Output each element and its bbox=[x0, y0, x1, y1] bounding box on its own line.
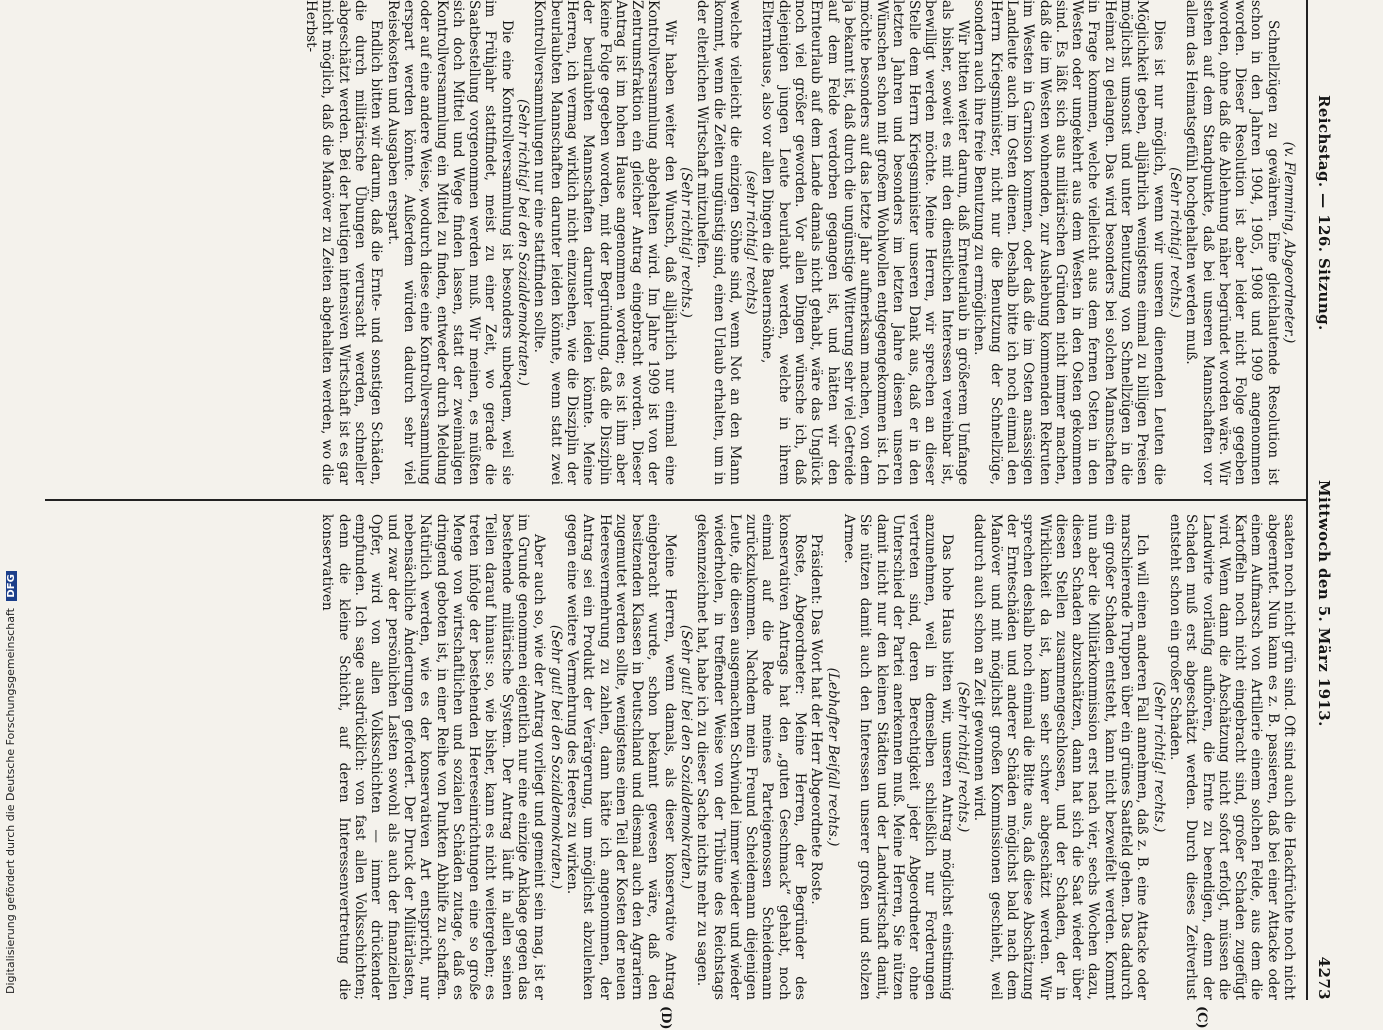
paragraph: Roste, Abgeordneter: Meine Herren, der Begründer des konservativen Antrags hat den „guten Geschmack“ gehabt, noch einmal auf die Rede meines Parteigenossen Scheidemann zurückzukommen. Nachdem mein Freund Scheidemann diejenigen Leute, die diesen ausgemachten Schwindel immer wieder und wieder wiederholen, in treffender Weise von der Tribüne des Reichstags gekennzeichnet hat, habe ich zu dieser Sache nichts mehr zu sagen. bbox=[694, 514, 809, 1000]
paragraph: Dies ist nur möglich, wenn wir unseren dienenden Leuten die Möglichkeit geben, alljährlich wenigstens einmal zu billigen Preisen möglichst umsonst und unter Benutzung von Schnellzügen in die Heimat zu gelangen. Das wird besonders bei solchen Mannschaften in Frage kommen, welche vielleicht aus dem fernen Osten in den Westen oder umgekehrt aus dem Westen in den Osten gekommen sind. Es läßt sich aus militärischen Gründen nicht immer machen, daß die im Westen wohnenden, zur Aushebung kommenden Rekruten im Westen in Garnison kommen, oder daß die im Osten ansässigen Landleute auch im Osten dienen. Deshalb bitte ich noch einmal den Herrn Kriegsminister, nicht nur die Benutzung der Schnellzüge, sondern auch ihre freie Benutzung zu ermöglichen. bbox=[971, 0, 1167, 485]
paragraph: Meine Herren, wenn damals, als dieser konservative Antrag eingebracht wurde, schon bekannt gewesen wäre, daß den besitzenden Klassen in Deutschland und diesmal auch den Agrariern zugemutet werden sollte, wenigstens einen Teil der Kosten der neuen Heeresvermehrung zu zahlen, dann hätte ich angenommen, der Antrag sei ein Produkt der Verärgerung, um möglichst abzulenken gegen eine weitere Vermehrung des Heeres zu wirken. bbox=[563, 514, 678, 1000]
left-column bbox=[303, 0, 1297, 485]
interjection: (Sehr richtig! bei den Sozialdemokraten.) bbox=[515, 99, 532, 386]
session-title: Reichstag. — 126. Sitzung. bbox=[1315, 95, 1333, 331]
interjection: (Sehr gut! bei den Sozialdemokraten.) bbox=[678, 624, 695, 890]
paragraph: welche vielleicht die einzigen Söhne sind, wenn Not an den Mann kommt, wenn die Zeiten ungünstig sind, einen Urlaub erhalten, um in der elterlichen Wirtschaft mitzuhelfen. bbox=[694, 0, 743, 485]
margin-marker-c: (C) bbox=[1194, 1006, 1209, 1029]
margin-marker-d: (D) bbox=[658, 1006, 673, 1030]
session-date: Mittwoch den 5. März 1913. bbox=[1315, 480, 1333, 727]
paragraph: Ich will einen anderen Fall annehmen, daß z. B. eine Attacke oder marschierende Truppen über ein grünes Saatfeld gehen. Das dadurch ein großer Schaden entsteht, kann nicht bezweifelt werden. Kommt nun aber die Militärkommission erst nach vier, sechs Wochen dazu, diesen Schaden abzuschätzen, dann hat sich die Saat wieder über diesen Stellen zusammengeschlossen, und der Schaden, der in Wirklichkeit da ist, kann sehr schwer abgeschätzt werden. Wir sprechen deshalb noch einmal die Bitte aus, daß diese Abschätzung der Ernteschäden und anderer Schäden möglichst bald nach dem Manöver und mit möglichst großen Kommissionen geschieht, weil dadurch auch schon an Zeit gewonnen wird. bbox=[971, 514, 1151, 1000]
interjection: (sehr richtig! rechts) bbox=[743, 170, 760, 315]
column-divider bbox=[45, 499, 1308, 501]
interjection: (Sehr richtig! rechts.) bbox=[1150, 681, 1167, 833]
paragraph: Aber auch so, wie der Antrag vorliegt und gemeint sein mag, ist er im Grunde genommen eigentlich nur eine einzige Anklage gegen das bestehende militärische System. Der Antrag läuft in allen seinen Teilen darauf hinaus: so, wie bisher, kann es nicht weitergehen; es treten infolge der bestehenden Heereseinrichtungen eine so große Menge von wirtschaftlichen und sozialen Schäden zutage, daß es dringend geboten ist, in einer Reihe von Punkten Abhilfe zu schaffen. Natürlich werden, wie es der konservativen Art entspricht, nur nebensächliche Änderungen gefordert. Der Druck der Militärlasten, und zwar der persönlichen Lasten sowohl als auch der finanziellen Opfer, wird von allen Volksschichten — immer drückender empfunden. Ich sage ausdrücklich: von fast allen Volksschichten; denn die kleine Schicht, auf deren Interessenvertretung die konservativen bbox=[319, 514, 548, 1000]
paragraph: Wir bitten weiter darum, daß Ernteurlaub in größerem Umfange als bisher, soweit es mit den dienstlichen Interessen vereinbar ist, bewilligt werden möchte. Meine Herren, wir sprechen an dieser Stelle dem Herrn Kriegsminister unseren Dank aus, daß er in den letzten Jahren und besonders im letzten Jahre diesen unseren Wünschen schon mit großem Wohlwollen entgegengekommen ist. Ich möchte besonders auf das letzte Jahr aufmerksam machen, von dem ja bekannt ist, daß durch die ungünstige Witterung sehr viel Getreide auf dem Felde verdorben gegangen ist, und hätten wir den Ernteurlaub auf dem Lande damals nicht gehabt, wäre das Unglück noch viel größer geworden. Vor allen Dingen wünsche ich, daß diejenigen jungen Leute beurlaubt werden, welche in ihrem Elternhause, also vor allen Dingen die Bauernsöhne, bbox=[759, 0, 972, 485]
interjection: (Lebhafter Beifall rechts.) bbox=[824, 667, 841, 847]
digitization-credit bbox=[4, 571, 17, 994]
interjection: (v. Flemming, Abgeordneter.) bbox=[1281, 141, 1297, 344]
interjection: (Sehr richtig! rechts.) bbox=[955, 681, 972, 833]
credit-text: Digitalisierung gefördert durch die Deutsche Forschungsgemeinschaft bbox=[4, 608, 17, 994]
interjection: (Sehr gut! bei den Sozialdemokraten.) bbox=[547, 624, 564, 890]
paragraph: Wir haben weiter den Wunsch, daß alljährlich nur einmal eine Kontrollversammlung abgehalten wird. Im Jahre 1909 ist von der Zentrumsfraktion ein gleicher Antrag eingebracht worden. Dieser Antrag ist im hohen Hause angenommen worden; es ist ihm aber keine Folge gegeben worden, mit der Begründung, daß die Disziplin der beurlaubten Mannschaften darunter leiden könnte. Meine Herren, ich vermag wirklich nicht einzusehen, wie die Disziplin der beurlaubten Mannschaften darunter leiden könnte, wenn statt zwei Kontrollversammlungen nur eine stattfinden sollte. bbox=[531, 0, 678, 485]
interjection: (Sehr richtig! rechts.) bbox=[1166, 167, 1183, 318]
rotated-page-content bbox=[45, 0, 1335, 1030]
paragraph: Präsident: Das Wort hat der Herr Abgeordnete Roste. bbox=[808, 534, 825, 905]
page-header bbox=[1313, 0, 1335, 1000]
dfg-logo: DFG bbox=[6, 571, 17, 600]
interjection: (Sehr richtig! rechts.) bbox=[678, 167, 695, 318]
paragraph: Endlich bitten wir darum, daß die Ernte- und sonstigen Schäden, die durch militärische Übungen verursacht werden, schneller abgeschätzt werden. Bei der heutigen intensiven Wirtschaft ist es gar nicht möglich, daß die Manöver zu Zeiten abgehalten werden, wo die Herbst- bbox=[303, 0, 385, 485]
page-number: 4273 bbox=[1315, 956, 1333, 1000]
paragraph: Die eine Kontrollversammlung ist besonders unbequem, weil sie im Frühjahr stattfindet, meist zu einer Zeit, wo gerade die Saatbestellung vorgenommen werden muß. Wir meinen, es müßten sich doch Mittel und Wege finden lassen, statt der zweimaligen Kontrollversammlung ein Mittel zu finden, entweder durch Meldung oder auf eine andere Weise, wodurch diese eine Kontrollversammlung erspart werden könnte. Außerdem würden dadurch sehr viel Reisekosten und Ausgaben erspart. bbox=[384, 0, 515, 485]
paragraph: Das hohe Haus bitten wir, unseren Antrag möglichst einstimmig anzunehmen, weil in demselben schließlich nur Forderungen vertreten sind, deren Berechtigkeit jeder Abgeordneter ohne Unterschied der Partei anerkennen muß. Meine Herren, Sie nützen damit nicht nur den kleinen Städten und der Landwirtschaft damit, Sie nützen damit auch den Interessen unserer großen und stolzen Armee. bbox=[840, 514, 955, 1000]
right-column bbox=[319, 514, 1297, 1000]
paragraph: Schnellzügen zu gewähren. Eine gleichlautende Resolution ist schon in den Jahren 1904, 1905, 1908 und 1909 angenommen worden. Dieser Resolution ist aber leider nicht Folge gegeben worden, ohne daß die Ablehnung näher begründet worden wäre. Wir stehen auf dem Standpunkte, daß bei unseren Mannschaften vor allem das Heimatsgefühl hochgehalten werden muß. bbox=[1183, 0, 1281, 485]
paragraph: saaten noch nicht grün sind. Oft sind auch die Hackfrüchte noch nicht abgeerntet. Nun kann es z. B. passieren, daß bei einer Attacke oder einem Aufmarsch von Artillerie einem solchen Felde, aus dem die Kartoffeln noch nicht eingebracht sind, großer Schaden zugefügt wird. Wenn dann die Abschätzung nicht sofort erfolgt, müssen die Landwirte vorläufig aufhören, die Ernte zu beendigen, denn der Schaden muß erst abgeschätzt werden. Durch dieses Zeitverlust entsteht schon ein großer Schaden. bbox=[1166, 514, 1297, 1000]
